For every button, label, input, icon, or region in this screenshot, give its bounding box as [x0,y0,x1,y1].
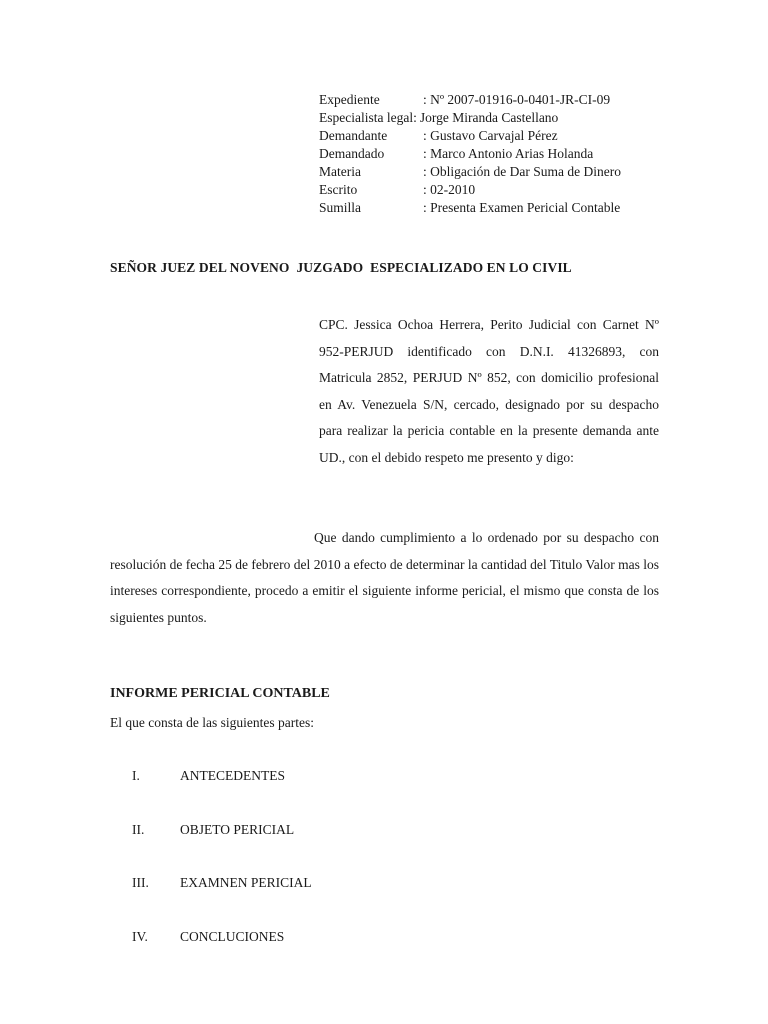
list-item-label: CONCLUCIONES [180,928,285,944]
salutation-heading: SEÑOR JUEZ DEL NOVENO JUZGADO ESPECIALIZADO EN LO CIVIL [110,260,572,275]
header-value: Jorge Miranda Castellano [419,110,559,125]
section-subtitle: El que consta de las siguientes partes: [110,715,314,730]
header-label: Sumilla [319,200,362,215]
list-item-label: OBJETO PERICIAL [180,821,295,837]
header-row-especialista [319,109,679,127]
header-value: : Nº 2007-01916-0-0401-JR-CI-09 [423,92,611,107]
header-value: : Marco Antonio Arias Holanda [423,146,594,161]
parts-list [132,765,312,979]
header-label: Escrito [319,182,358,197]
header-value: : Gustavo Carvajal Pérez [423,128,558,143]
list-item [132,872,312,926]
intro-paragraph: CPC. Jessica Ochoa Herrera, Perito Judicial con Carnet Nº 952-PERJUD identificado con D.N.I. 41326893, con Matricula 2852, PERJUD Nº 852, con domicilio profesional en Av. Venezuela S/N, cercado, designado por su despacho para realizar la pericia contable en la presente demanda ante UD., con el debido respeto me presento y digo: [319,317,659,465]
header-row-sumilla [319,199,679,217]
list-item [132,926,312,980]
header-value: : Presenta Examen Pericial Contable [423,200,621,215]
section-title: INFORME PERICIAL CONTABLE [110,686,330,701]
list-item-number: II. [132,821,145,837]
body-paragraph-text: Que dando cumplimiento a lo ordenado por su despacho con resolución de fecha 25 de febrero del 2010 a efecto de determinar la cantidad del Titulo Valor mas los intereses correspondiente, procedo a emitir el siguiente informe pericial, el mismo que consta de los siguientes puntos. [110,530,659,625]
list-item-number: IV. [132,928,148,944]
header-value: : Obligación de Dar Suma de Dinero [423,164,621,179]
header-row-expediente [319,91,679,109]
header-value: : 02-2010 [423,182,476,197]
body-paragraph [110,525,659,631]
list-item-number: III. [132,875,149,890]
list-item-number: I. [132,768,140,783]
header-label: Expediente [319,92,380,107]
list-item-label: ANTECEDENTES [180,768,285,783]
header-row-escrito [319,181,679,199]
header-label: Demandado [319,146,385,161]
list-item-label: EXAMNEN PERICIAL [180,875,312,890]
list-item [132,765,312,819]
header-row-demandante [319,127,679,145]
header-row-materia [319,163,679,181]
header-label: Demandante [319,128,388,143]
header-label: Especialista legal: [319,110,417,125]
case-header [319,91,679,217]
header-row-demandado [319,145,679,163]
header-label: Materia [319,164,361,179]
list-item [132,819,312,873]
